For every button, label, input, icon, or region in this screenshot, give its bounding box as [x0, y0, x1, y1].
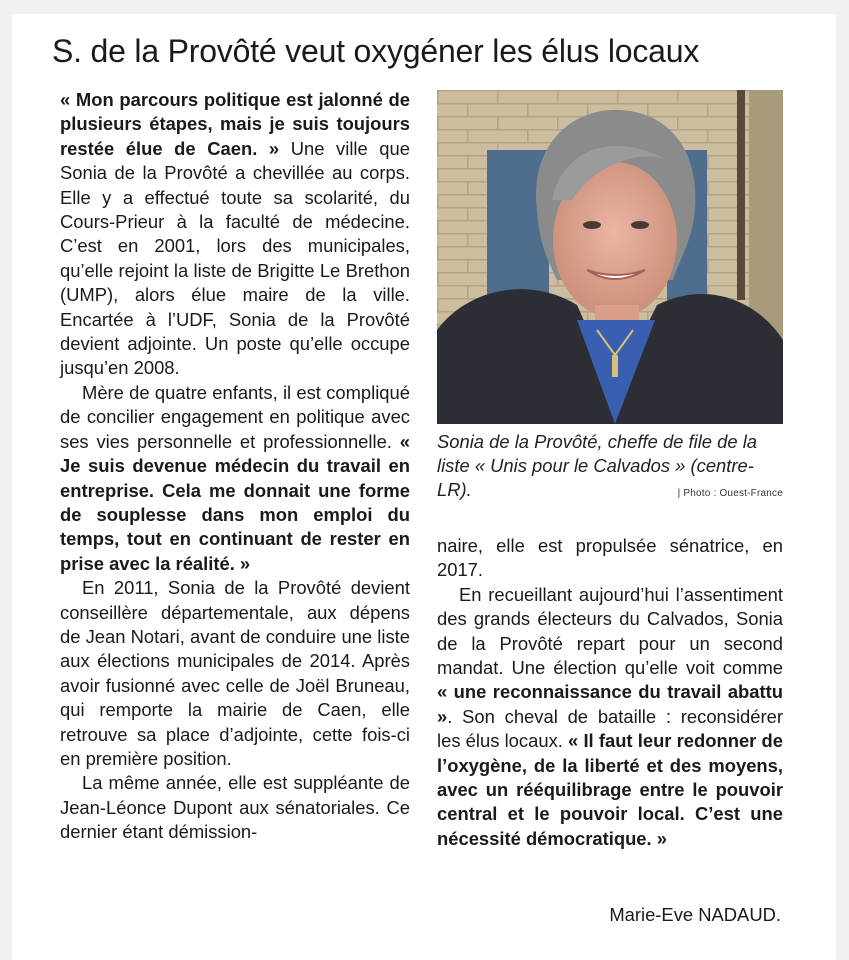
paragraph-1: « Mon parcours politique est jalonné de plusieurs étapes, mais je suis toujours restée élue de Caen. » Une ville que Sonia de la Provôté a chevillée au corps. Elle y a effectué toute sa scolarité, du Cours-Prieur à la faculté de médecine. C’est en 2001, lors des municipales, qu’elle rejoint la liste de Brigitte Le Brethon (UMP), alors élue maire de la ville. Encartée à l’UDF, Sonia de la Provôté devient adjointe. Un poste qu’elle occupe jusqu’en 2008. [60, 89, 410, 379]
portrait-illustration [437, 90, 783, 424]
paragraph-5: naire, elle est propulsée sénatrice, en 2017. [437, 535, 783, 581]
paragraph-3: En 2011, Sonia de la Provôté devient conseillère départementale, aux dépens de Jean Notari, avant de conduire une liste aux élections municipales de 2014. Après avoir fusionné avec celle de Joël Bruneau, qui remporte la mairie de Caen, elle retrouve sa place d’adjointe, cette fois-ci en première position. [60, 577, 410, 769]
author-signature: Marie-Eve NADAUD. [609, 904, 781, 925]
photo-caption: Sonia de la Provôté, cheffe de file de la liste « Unis pour le Calvados » (centre-LR). [437, 431, 758, 500]
paragraph-4: La même année, elle est suppléante de Jean-Léonce Dupont aux sénatoriales. Ce dernier étant démission- [60, 772, 410, 843]
quote-medecin: « Je suis devenue médecin du travail en entreprise. Cela me donnait une forme de souplesse dans mon emploi du temps, tout en continuant de rester en prise avec la réalité. » [60, 430, 410, 574]
article-left-column [60, 88, 410, 845]
portrait-photo [437, 90, 783, 424]
quote-oxygene: « Il faut leur redonner de l’oxygène, de la liberté et des moyens, avec un rééquilibrage entre le pouvoir central et le pouvoir local. C’est une nécessité démocratique. » [437, 730, 783, 849]
photo-credit: | Photo : Ouest-France [677, 488, 783, 499]
quote-intro: « Mon parcours politique est jalonné de plusieurs étapes, mais je suis toujours restée élue de Caen. » [60, 89, 410, 159]
paragraph-6: En recueillant aujourd’hui l’assentiment des grands électeurs du Calvados, Sonia de la Provôté repart pour un second mandat. Une élection qu’elle voit comme « une reconnaissance du travail abattu ». Son cheval de bataille : reconsidérer les élus locaux. « Il faut leur redonner de l’oxygène, de la liberté et des moyens, avec un rééquilibrage entre le pouvoir central et le pouvoir local. C’est une nécessité démocratique. » [437, 583, 783, 849]
quote-reconnaissance: « une reconnaissance du travail abattu » [437, 681, 783, 727]
article-right-column [437, 534, 783, 851]
headline: S. de la Provôté veut oxygéner les élus locaux [52, 33, 700, 69]
paragraph-2: Mère de quatre enfants, il est compliqué de concilier engagement en politique avec ses vies personnelle et professionnelle. « Je suis devenue médecin du travail en entreprise. Cela me donnait une forme de souplesse dans mon emploi du temps, tout en continuant de rester en prise avec la réalité. » [60, 381, 410, 574]
